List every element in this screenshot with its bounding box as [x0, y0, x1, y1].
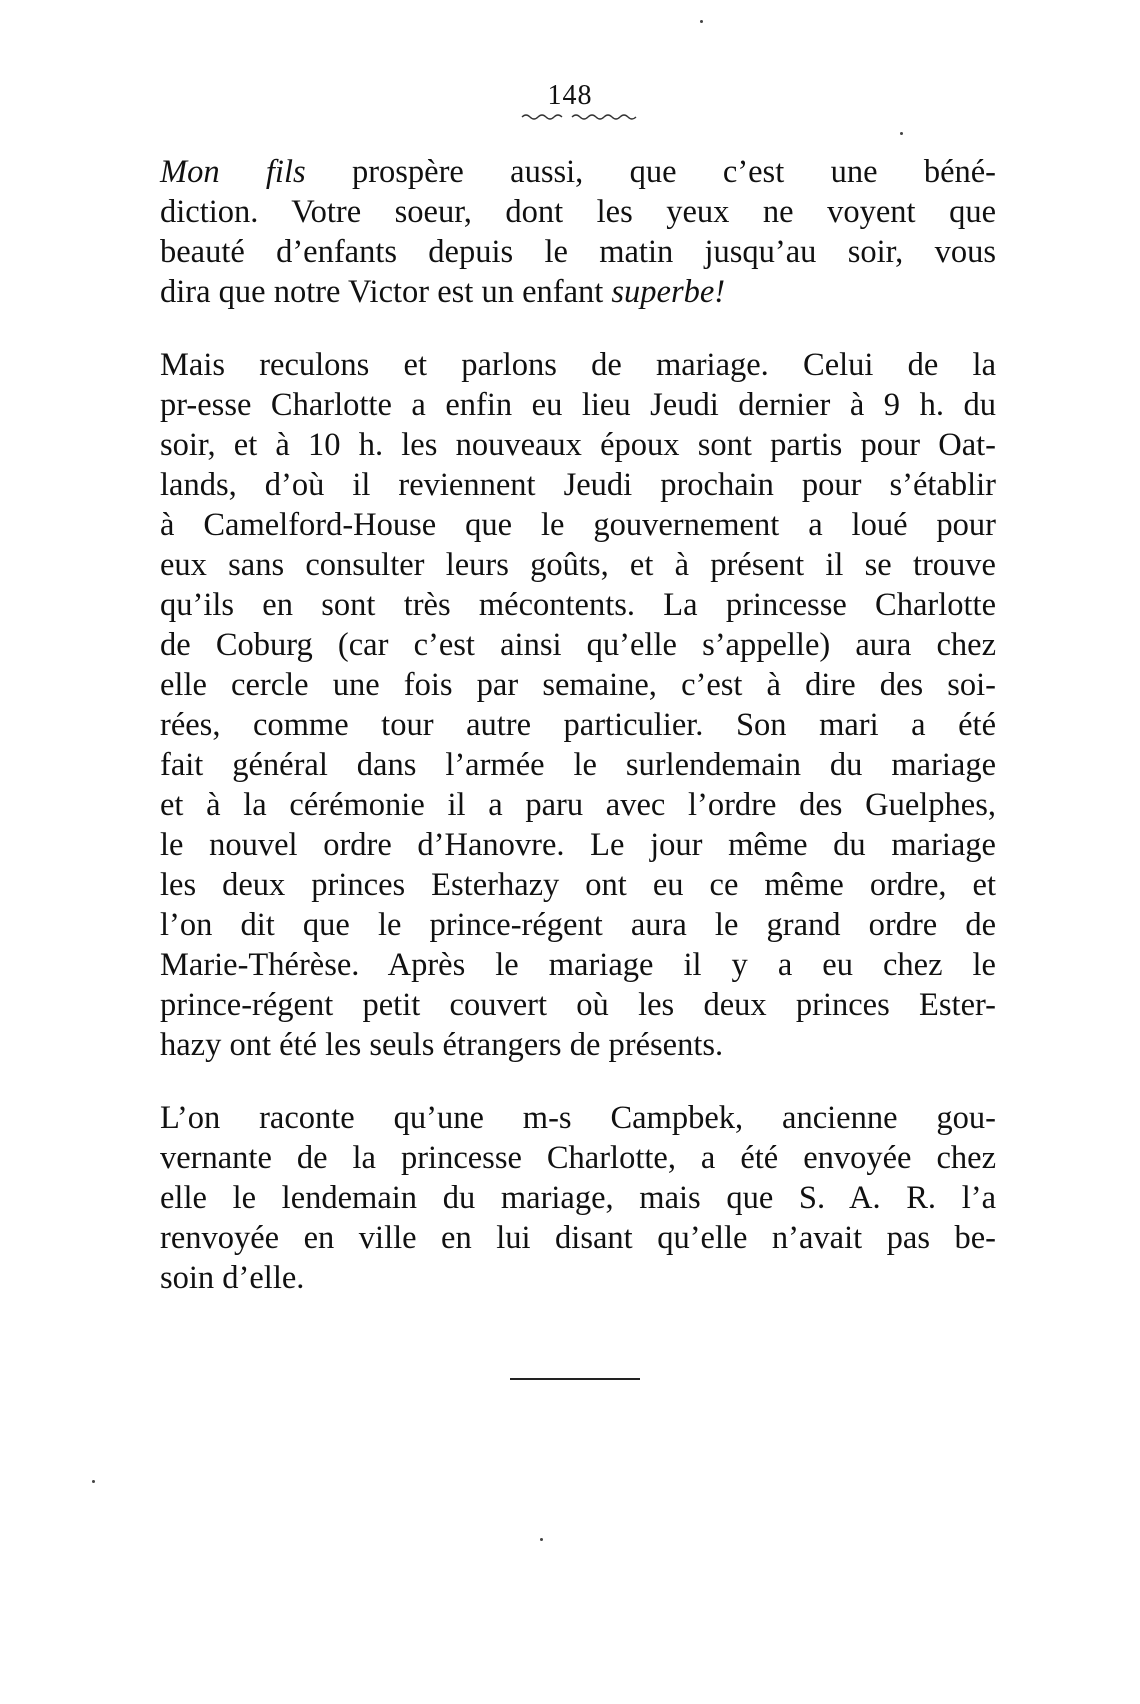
text-line: l’on dit que le prince-régent aura le grand ordre de — [160, 907, 996, 943]
section-end-rule — [510, 1378, 640, 1380]
text-line: elle le lendemain du mariage, mais que S. A. R. l’a — [160, 1180, 996, 1216]
text-line: de Coburg (car c’est ainsi qu’elle s’appelle) aura chez — [160, 627, 996, 663]
paragraph-2 — [160, 345, 996, 1065]
text-line: pr-esse Charlotte a enfin eu lieu Jeudi dernier à 9 h. du — [160, 387, 996, 423]
paragraph-gap — [160, 312, 996, 345]
line-text: prospère aussi, que c’est une béné- — [305, 154, 996, 190]
paper-speck — [92, 1480, 95, 1483]
paragraph-3 — [160, 1098, 996, 1298]
text-line: Mais reculons et parlons de mariage. Celui de la — [160, 347, 996, 383]
text-line: hazy ont été les seuls étrangers de présents. — [160, 1027, 724, 1063]
italic-phrase: Mon fils — [160, 154, 306, 190]
paragraph-gap — [160, 1065, 996, 1098]
text-line: prince-régent petit couvert où les deux princes Ester- — [160, 987, 996, 1023]
text-line: rées, comme tour autre particulier. Son mari a été — [160, 707, 996, 743]
page-number: 148 — [547, 80, 593, 111]
text-line: eux sans consulter leurs goûts, et à présent il se trouve — [160, 547, 996, 583]
paper-speck — [700, 20, 703, 23]
text-line: soir, et à 10 h. les nouveaux époux sont partis pour Oat- — [160, 427, 996, 463]
text-line: Marie-Thérèse. Après le mariage il y a eu chez le — [160, 947, 996, 983]
text-line: qu’ils en sont très mécontents. La princesse Charlotte — [160, 587, 996, 623]
text-line: à Camelford-House que le gouvernement a loué pour — [160, 507, 996, 543]
text-line: lands, d’où il reviennent Jeudi prochain pour s’établir — [160, 467, 996, 503]
text-line: fait général dans l’armée le surlendemain du mariage — [160, 747, 996, 783]
wavy-ornament — [520, 112, 650, 122]
text-line: beauté d’enfants depuis le matin jusqu’au soir, vous — [160, 234, 996, 270]
text-line: les deux princes Esterhazy ont eu ce même ordre, et — [160, 867, 996, 903]
text-line: vernante de la princesse Charlotte, a été envoyée chez — [160, 1140, 996, 1176]
text-line: et à la cérémonie il a paru avec l’ordre des Guelphes, — [160, 787, 996, 823]
line-text: dira que notre Victor est un enfant — [160, 274, 612, 310]
paragraph-1 — [160, 152, 996, 312]
text-line — [160, 272, 996, 312]
body-text — [160, 152, 996, 1298]
paper-speck — [900, 132, 903, 135]
paper-speck — [540, 1538, 543, 1541]
text-line: soin d’elle. — [160, 1260, 305, 1296]
italic-phrase: superbe! — [611, 274, 726, 310]
text-line: le nouvel ordre d’Hanovre. Le jour même du mariage — [160, 827, 996, 863]
text-line: diction. Votre soeur, dont les yeux ne voyent que — [160, 194, 996, 230]
text-line: elle cercle une fois par semaine, c’est à dire des soi- — [160, 667, 996, 703]
text-line — [160, 152, 996, 192]
text-line: renvoyée en ville en lui disant qu’elle n’avait pas be- — [160, 1220, 996, 1256]
text-line: L’on raconte qu’une m-s Campbek, ancienne gou- — [160, 1100, 996, 1136]
